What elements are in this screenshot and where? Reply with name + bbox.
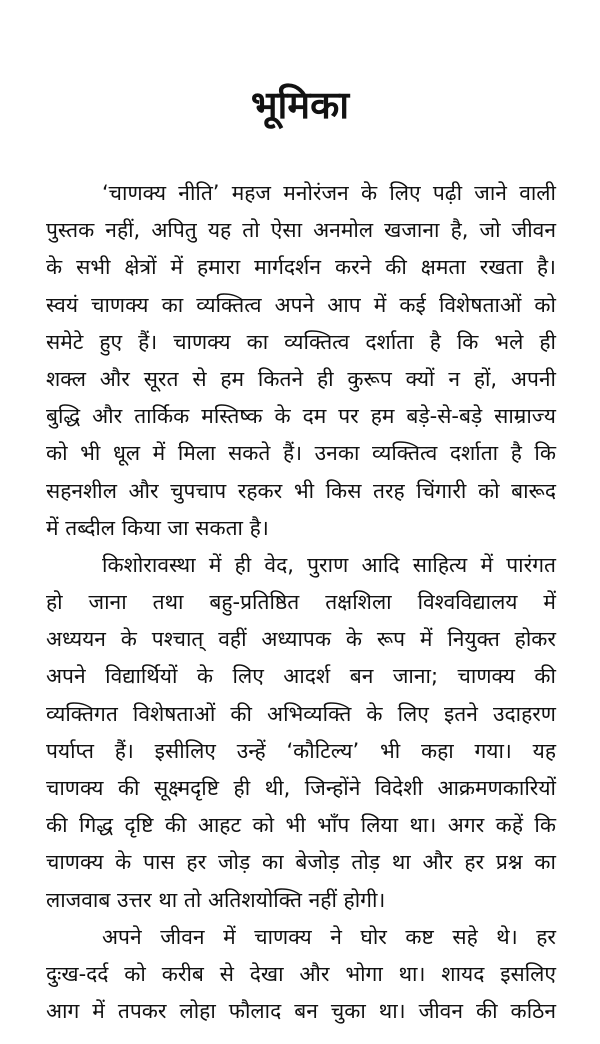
text-line: सहनशील और चुपचाप रहकर भी किस तरह चिंगारी को बारूद <box>46 478 556 503</box>
text-line: ‘चाणक्य नीति’ महज मनोरंजन के लिए पढ़ी जाने वाली <box>102 181 556 205</box>
text-line: अध्ययन के पश्चात् वहीं अध्यापक के रूप में नियुक्त होकर <box>46 627 556 652</box>
text-line: लाजवाब उत्तर था तो अतिशयोक्ति नहीं होगी। <box>46 887 386 912</box>
text-line: समेटे हुए हैं। चाणक्य का व्यक्तित्व दर्शाता है कि भले ही <box>46 329 556 354</box>
text-line: किशोरावस्था में ही वेद, पुराण आदि साहित्य में पारंगत <box>102 552 556 577</box>
text-line: अपने विद्यार्थियों के लिए आदर्श बन जाना; चाणक्य की <box>46 664 556 689</box>
text-line: हो जाना तथा बहु-प्रतिष्ठित तक्षशिला विश्वविद्यालय में <box>46 590 556 615</box>
text-line: चाणक्य के पास हर जोड़ का बेजोड़ तोड़ था और हर प्रश्न का <box>46 850 556 875</box>
text-line: शक्ल और सूरत से हम कितने ही कुरूप क्यों न हों, अपनी <box>46 366 556 391</box>
text-line: चाणक्य की सूक्ष्मदृष्टि ही थी, जिन्होंने विदेशी आक्रमणकारियों <box>46 776 556 800</box>
body-text <box>46 175 556 1030</box>
text-line: व्यक्तिगत विशेषताओं की अभिव्यक्ति के लिए इतने उदाहरण <box>46 701 556 726</box>
text-line: अपने जीवन में चाणक्य ने घोर कष्ट सहे थे। हर <box>102 924 556 949</box>
text-line: में तब्दील किया जा सकता है। <box>46 515 269 540</box>
text-line: की गिद्ध दृष्टि की आहट को भी भाँप लिया था। अगर कहें कि <box>46 813 556 838</box>
text-line: पुस्तक नहीं, अपितु यह तो ऐसा अनमोल खजाना है, जो जीवन <box>46 218 556 243</box>
text-line: पर्याप्त हैं। इसीलिए उन्हें ‘कौटिल्य’ भी कहा गया। यह <box>46 738 556 763</box>
text-line: आग में तपकर लोहा फौलाद बन चुका था। जीवन की कठिन <box>46 999 556 1024</box>
text-line: दुःख-दर्द को करीब से देखा और भोगा था। शायद इसलिए <box>46 961 556 986</box>
page-title: भूमिका <box>250 83 350 127</box>
text-line: स्वयं चाणक्य का व्यक्तित्व अपने आप में कई विशेषताओं को <box>46 292 556 317</box>
text-line: को भी धूल में मिला सकते हैं। उनका व्यक्तित्व दर्शाता है कि <box>46 441 556 466</box>
text-line: के सभी क्षेत्रों में हमारा मार्गदर्शन करने की क्षमता रखता है। <box>46 255 556 280</box>
text-line: बुद्धि और तार्किक मस्तिष्क के दम पर हम बड़े-से-बड़े साम्राज्य <box>46 404 556 429</box>
